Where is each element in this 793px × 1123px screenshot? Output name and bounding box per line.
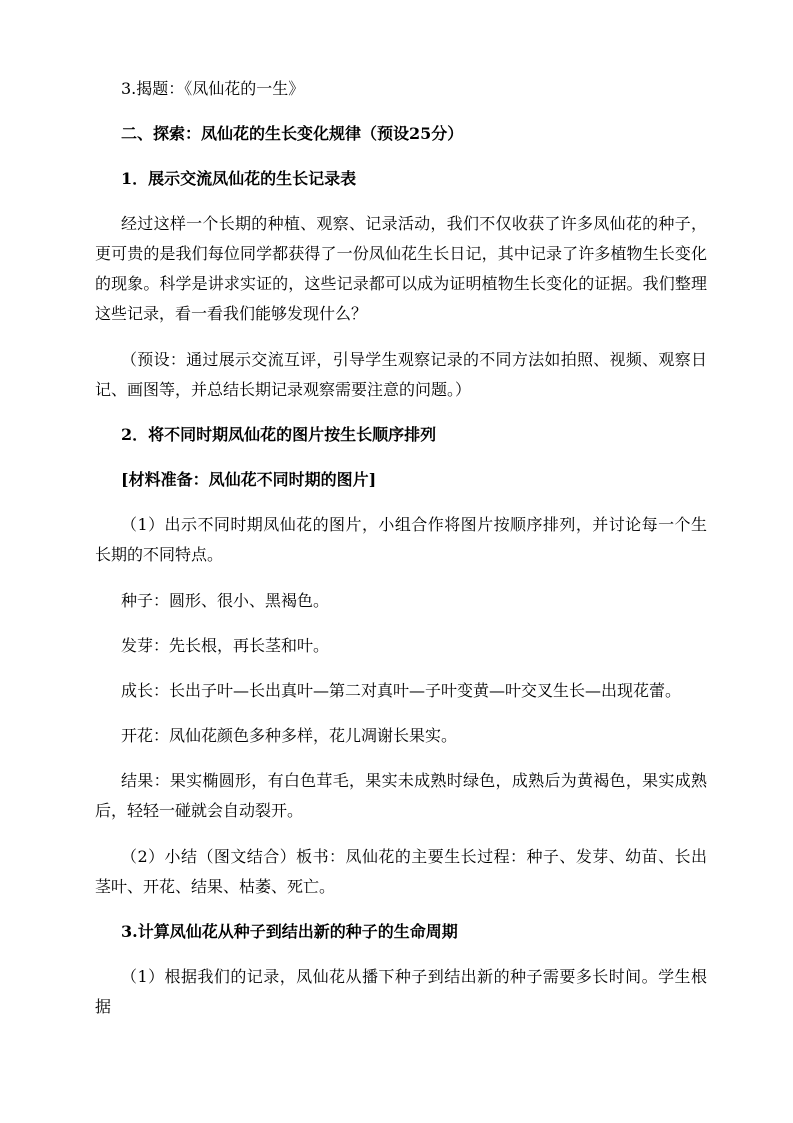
list-item-seed: 种子：圆形、很小、黑褐色。	[121, 591, 330, 610]
subsection-heading-reveal-title: 3.揭题：《凤仙花的一生》	[121, 79, 305, 98]
section-heading-explore: 二、探索：凤仙花的生长变化规律（预设25分）	[121, 124, 464, 143]
document-page	[95, 74, 707, 1022]
list-item-growth: 成长：长出子叶—长出真叶—第二对真叶—子叶变黄—叶交叉生长—出现花蕾。	[121, 681, 682, 700]
body-paragraph-preset-note: （预设：通过展示交流互评，引导学生观察记录的不同方法如拍照、视频、观察日记、画图等，并总结长期记录观察需要注意的问题。）	[95, 350, 707, 399]
body-paragraph-summary: （2）小结（图文结合）板书：凤仙花的主要生长过程：种子、发芽、幼苗、长出茎叶、开花、结果、枯萎、死亡。	[95, 847, 707, 896]
subsection-heading-growth-record: 1．展示交流凤仙花的生长记录表	[121, 169, 357, 188]
body-paragraph-intro: 经过这样一个长期的种植、观察、记录活动，我们不仅收获了许多凤仙花的种子，更可贵的是我们每位同学都获得了一份凤仙花生长日记，其中记录了许多植物生长变化的现象。科学是讲求实证的，这些记录都可以成为证明植物生长变化的证据。我们整理这些记录，看一看我们能够发现什么？	[95, 214, 707, 323]
subsection-heading-life-cycle: 3.计算凤仙花从种子到结出新的种子的生命周期	[121, 922, 458, 941]
body-paragraph-calc: （1）根据我们的记录，凤仙花从播下种子到结出新的种子需要多长时间。学生根据	[95, 967, 707, 1016]
body-paragraph-step-1: （1）出示不同时期凤仙花的图片，小组合作将图片按顺序排列，并讨论每一个生长期的不同特点。	[95, 515, 707, 564]
materials-note: [材料准备：凤仙花不同时期的图片]	[121, 470, 377, 489]
subsection-heading-sort-images: 2．将不同时期凤仙花的图片按生长顺序排列	[121, 425, 437, 444]
list-item-germination: 发芽：先长根，再长茎和叶。	[121, 636, 330, 655]
list-item-flowering: 开花：凤仙花颜色多种多样，花儿凋谢长果实。	[121, 726, 458, 745]
list-item-fruiting: 结果：果实椭圆形，有白色茸毛，果实未成熟时绿色，成熟后为黄褐色，果实成熟后，轻轻一碰就会自动裂开。	[95, 771, 707, 820]
